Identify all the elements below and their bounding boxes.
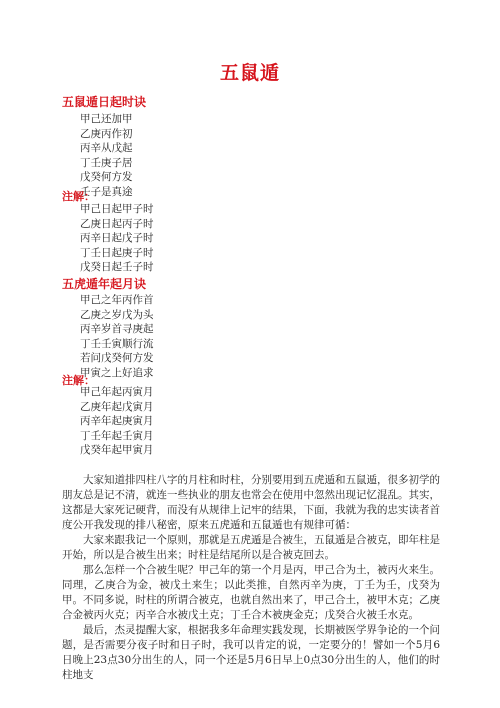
section-heading-rat: 五鼠遁日起时诀 <box>62 95 147 109</box>
verse-line: 戊癸何方发 <box>80 171 133 184</box>
verse-line: 丙辛从戊起 <box>80 142 133 155</box>
note-label-rat: 注解： <box>62 190 95 203</box>
verse-line: 乙庚之岁戊为头 <box>80 308 154 321</box>
verse-line: 壬子是真途 <box>80 185 133 198</box>
paragraph: 那么怎样一个合被生呢？甲己年的第一个月是丙，甲己合为土，被丙火来生。同理，乙庚合为金，被戊土来生；以此类推，自然丙辛为庚，丁壬为壬，戊癸为甲。不同多说，时柱的所谓合被克，也就自然出来了，甲己合土，被甲木克；乙庚合金被丙火克；丙辛合水被戊土克；丁壬合木被庚金克；戊癸合火被壬水克。 <box>62 564 440 621</box>
note-line: 丙辛年起庚寅月 <box>80 415 154 428</box>
note-line: 丁壬日起庚子时 <box>80 246 154 259</box>
note-line: 戊癸年起甲寅月 <box>80 444 154 457</box>
note-line: 丁壬年起壬寅月 <box>80 429 154 442</box>
paragraph: 最后，杰灵提醒大家，根据我多年命理实践发现，长期被医学界争论的一个问题，是否需要分夜子时和日子时，我可以肯定的说，一定要分的！譬如一个5月6日晚上23点30分出生的人，同一个还是5月6日早上0点30分出生的人，他们的时柱地支 <box>62 624 440 681</box>
note-label-tiger: 注解： <box>62 374 95 387</box>
verse-line: 甲己还加甲 <box>80 113 133 125</box>
verse-line: 若问戊癸何方发 <box>80 352 154 365</box>
verse-list-rat <box>80 112 133 200</box>
note-line: 丙辛日起戊子时 <box>80 232 154 245</box>
note-line: 乙庚年起戊寅月 <box>80 400 154 413</box>
page-title: 五鼠遁 <box>219 62 280 84</box>
section-heading-tiger: 五虎遁年起月诀 <box>62 277 147 291</box>
verse-line: 甲己之年丙作首 <box>80 294 154 306</box>
note-list-rat <box>80 202 154 275</box>
note-line: 甲己年起丙寅月 <box>80 386 154 398</box>
verse-line: 丁壬壬寅顺行流 <box>80 337 154 350</box>
verse-line: 丙辛岁首寻庚起 <box>80 323 154 336</box>
note-line: 乙庚日起丙子时 <box>80 217 154 230</box>
verse-line: 丁壬庚子居 <box>80 156 133 169</box>
paragraph: 大家来跟我记一个原则，那就是五虎遁是合被生，五鼠遁是合被克，即年柱是开始，所以是合被生出来；时柱是结尾所以是合被克回去。 <box>62 534 440 561</box>
verse-line: 乙庚丙作初 <box>80 127 133 140</box>
note-list-tiger <box>80 385 154 458</box>
verse-list-tiger <box>80 293 154 381</box>
paragraph: 大家知道排四柱八字的月柱和时柱，分别要用到五虎遁和五鼠遁，很多初学的朋友总是记不清，就连一些执业的朋友也常会在使用中忽然出现记忆混乱。其实，这都是大家死记硬背，而没有从规律上记牢的结果，下面，我就为我的忠实读者首度公开我发现的排八秘密，原来五虎遁和五鼠遁也有规律可循： <box>62 474 440 531</box>
note-line: 戊癸日起壬子时 <box>80 261 154 274</box>
verse-line: 甲寅之上好追求 <box>80 366 154 379</box>
body-text <box>62 473 440 683</box>
note-line: 甲己日起甲子时 <box>80 203 154 215</box>
